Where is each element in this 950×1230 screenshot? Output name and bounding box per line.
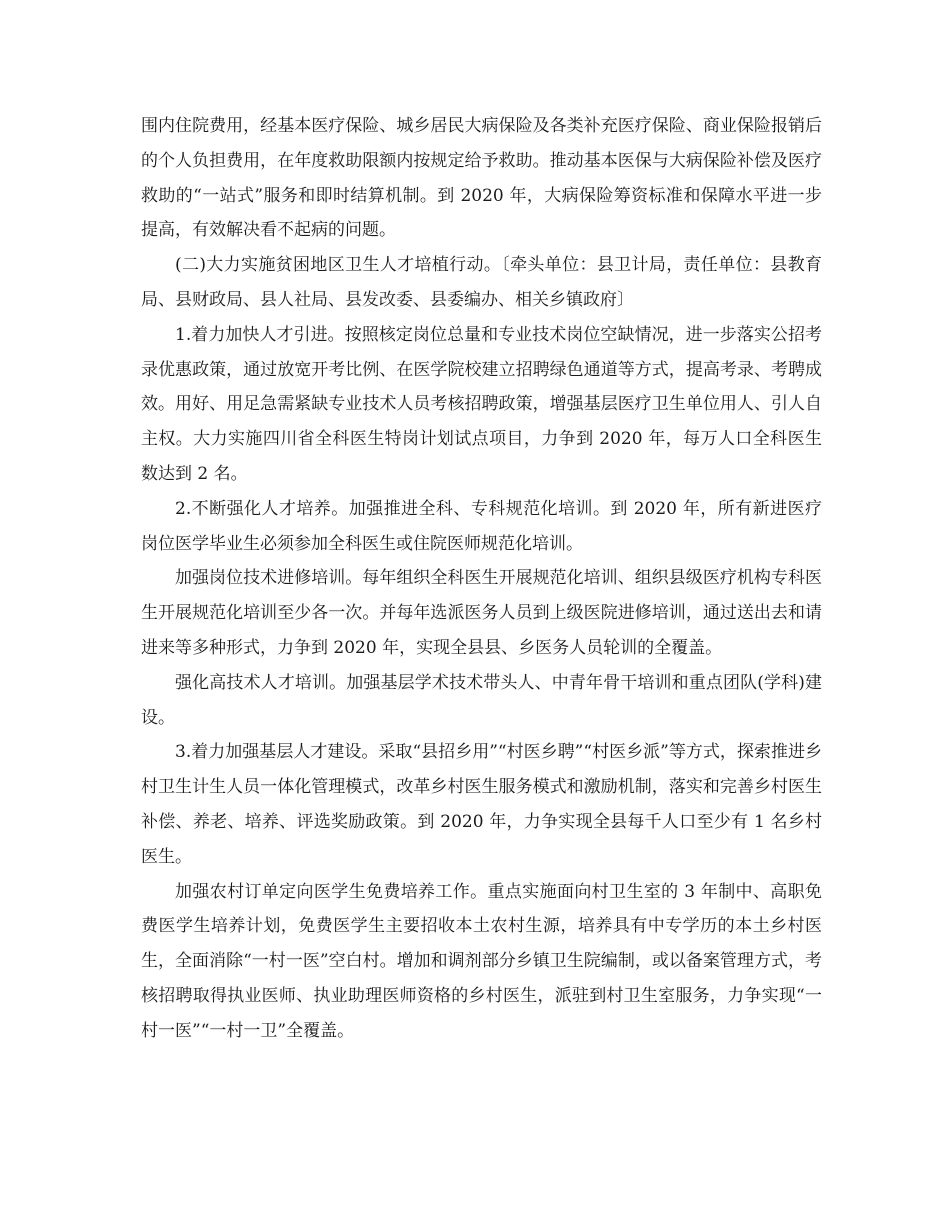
paragraph-rural-medical-students: 加强农村订单定向医学生免费培养工作。重点实施面向村卫生室的 3 年制中、高职免费医学生培养计划，免费医学生主要招收本土农村生源，培养具有中专学历的本土乡村医生，全面消除“一村一医”空白村。增加和调剂部分乡镇卫生院编制，或以备案管理方式，考核招聘取得执业医师、执业助理医师资格的乡村医生，派驻到村卫生室服务，力争实现“一村一医”“一村一卫”全覆盖。 (141, 881, 822, 1041)
section-heading-talent-cultivation: (二)大力实施贫困地区卫生人才培植行动。〔牵头单位：县卫计局，责任单位：县教育局、县财政局、县人社局、县发改委、县委编办、相关乡镇政府〕 (141, 255, 822, 310)
paragraph-high-tech-training: 强化高技术人才培训。加强基层学术技术带头人、中青年骨干培训和重点团队(学科)建设。 (141, 672, 822, 728)
paragraph-grassroots-talent: 3.着力加强基层人才建设。采取“县招乡用”“村医乡聘”“村医乡派”等方式，探索推进乡村卫生计生人员一体化管理模式，改革乡村医生服务模式和激励机制，落实和完善乡村医生补偿、养老、培养、评选奖励政策。到 2020 年，力争实现全县每千人口至少有 1 名乡村医生。 (141, 742, 822, 867)
paragraph-continuation: 围内住院费用，经基本医疗保险、城乡居民大病保险及各类补充医疗保险、商业保险报销后的个人负担费用，在年度救助限额内按规定给予救助。推动基本医保与大病保险补偿及医疗救助的“一站式”服务和即时结算机制。到 2020 年，大病保险筹资标准和保障水平进一步提高，有效解决看不起病的问题。 (141, 116, 822, 241)
document-page (141, 109, 822, 1049)
paragraph-talent-training: 2.不断强化人才培养。加强推进全科、专科规范化培训。到 2020 年，所有新进医疗岗位医学毕业生必须参加全科医生或住院医师规范化培训。 (141, 498, 822, 554)
paragraph-technical-training: 加强岗位技术进修培训。每年组织全科医生开展规范化培训、组织县级医疗机构专科医生开展规范化培训至少各一次。并每年选派医务人员到上级医院进修培训，通过送出去和请进来等多种形式，力争到 2020 年，实现全县县、乡医务人员轮训的全覆盖。 (141, 568, 822, 658)
paragraph-talent-introduction: 1.着力加快人才引进。按照核定岗位总量和专业技术岗位空缺情况，进一步落实公招考录优惠政策，通过放宽开考比例、在医学院校建立招聘绿色通道等方式，提高考录、考聘成效。用好、用足急需紧缺专业技术人员考核招聘政策，增强基层医疗卫生单位用人、引人自主权。大力实施四川省全科医生特岗计划试点项目，力争到 2020 年，每万人口全科医生数达到 2 名。 (141, 324, 822, 484)
